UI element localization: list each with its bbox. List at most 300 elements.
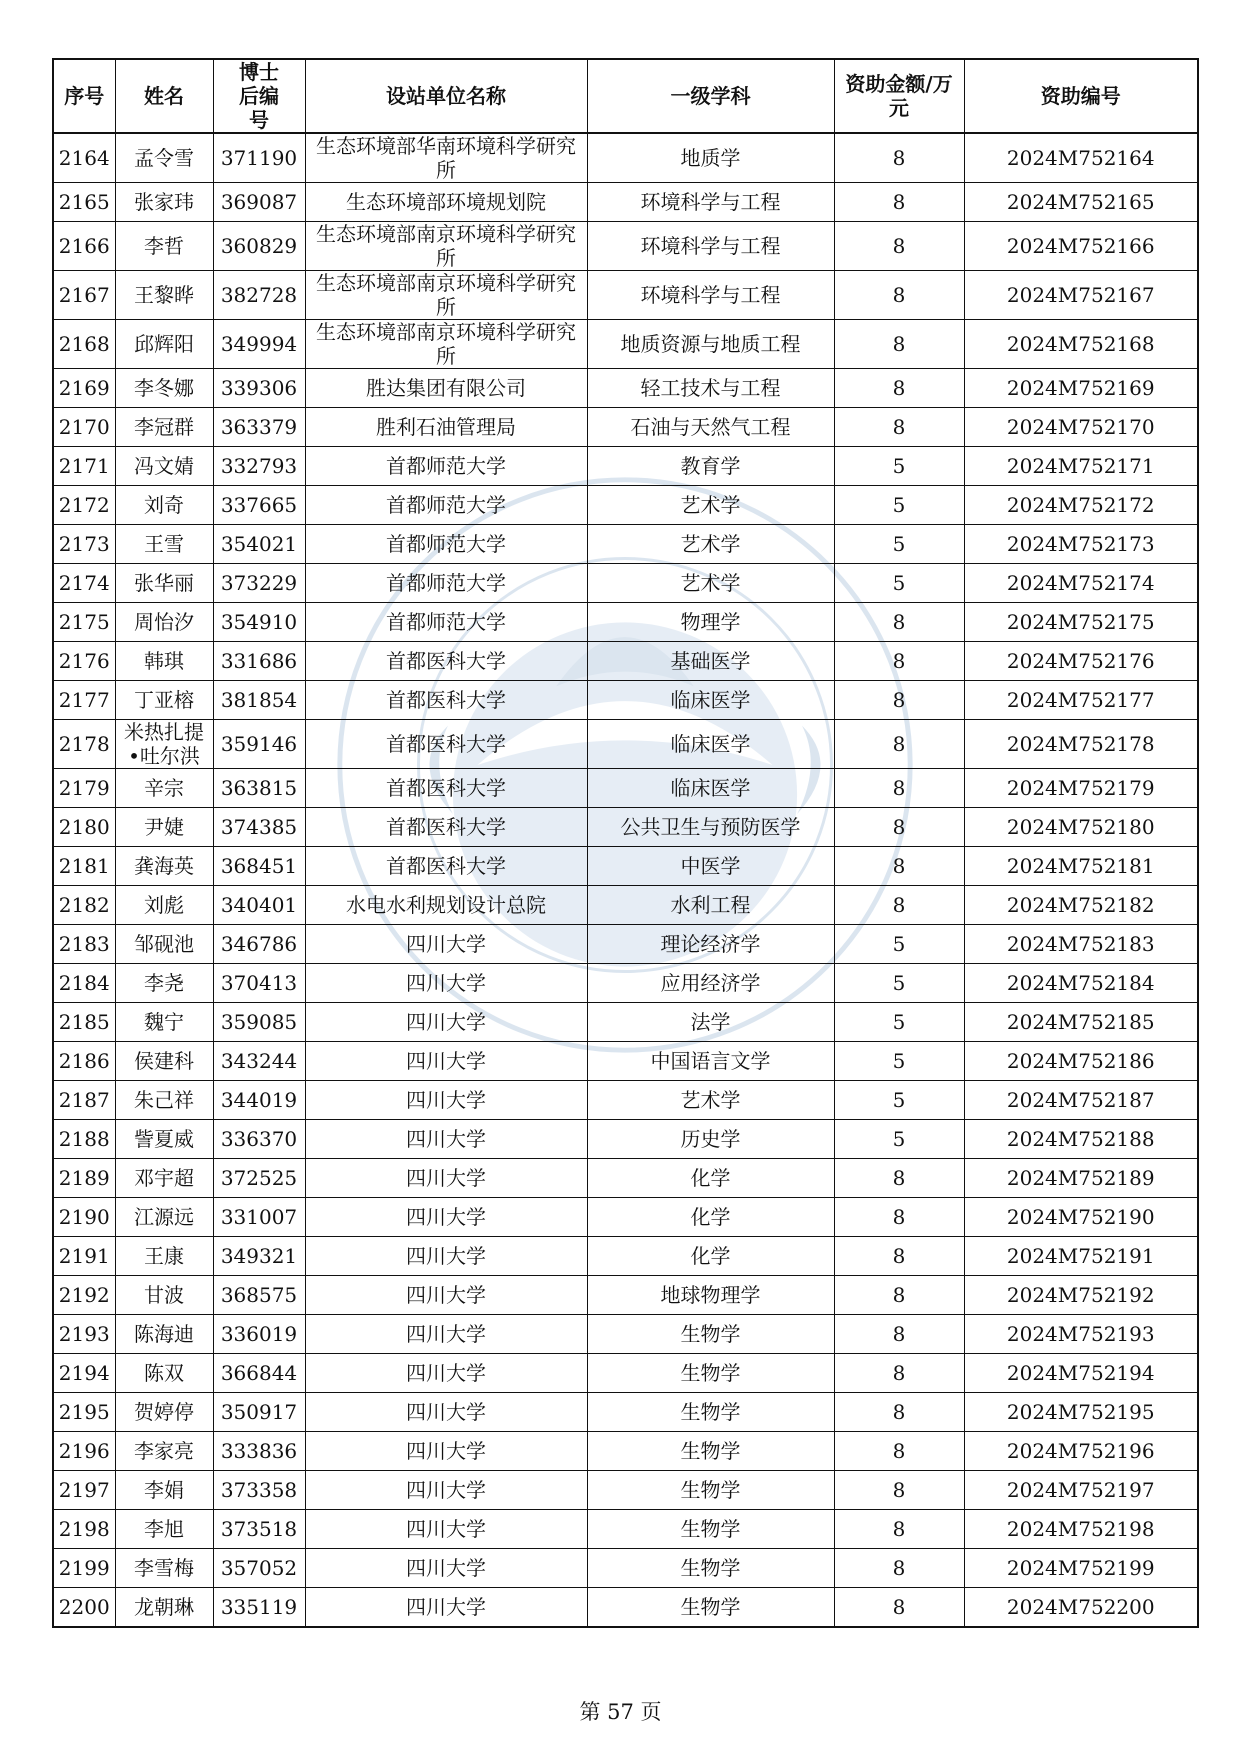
cell-discipline: 地球物理学 xyxy=(587,1276,834,1315)
header-institution: 设站单位名称 xyxy=(305,59,587,133)
cell-postdoc-id: 332793 xyxy=(213,447,305,486)
page-number: 第 57 页 xyxy=(579,1700,662,1724)
table-row xyxy=(53,681,1198,720)
funding-list-table xyxy=(52,58,1199,1628)
cell-discipline: 环境科学与工程 xyxy=(587,222,834,271)
cell-discipline: 理论经济学 xyxy=(587,925,834,964)
cell-name: 龚海英 xyxy=(115,847,213,886)
cell-name: 王雪 xyxy=(115,525,213,564)
table-row xyxy=(53,369,1198,408)
cell-discipline: 石油与天然气工程 xyxy=(587,408,834,447)
cell-serial: 2189 xyxy=(53,1159,115,1198)
cell-discipline: 教育学 xyxy=(587,447,834,486)
cell-discipline: 临床医学 xyxy=(587,681,834,720)
cell-postdoc-id: 359085 xyxy=(213,1003,305,1042)
cell-institution: 首都师范大学 xyxy=(305,603,587,642)
cell-institution: 四川大学 xyxy=(305,1198,587,1237)
cell-name: 王黎晔 xyxy=(115,271,213,320)
cell-postdoc-id: 370413 xyxy=(213,964,305,1003)
cell-amount: 8 xyxy=(834,1510,964,1549)
cell-postdoc-id: 359146 xyxy=(213,720,305,769)
cell-discipline: 应用经济学 xyxy=(587,964,834,1003)
table-row xyxy=(53,447,1198,486)
header-amount: 资助金额/万元 xyxy=(834,59,964,133)
cell-name: 李哲 xyxy=(115,222,213,271)
table-row xyxy=(53,769,1198,808)
cell-postdoc-id: 346786 xyxy=(213,925,305,964)
cell-serial: 2175 xyxy=(53,603,115,642)
cell-funding-id: 2024M752178 xyxy=(964,720,1198,769)
cell-name: 江源远 xyxy=(115,1198,213,1237)
cell-discipline: 艺术学 xyxy=(587,1081,834,1120)
cell-serial: 2169 xyxy=(53,369,115,408)
table-row xyxy=(53,1432,1198,1471)
cell-institution: 四川大学 xyxy=(305,1354,587,1393)
cell-amount: 8 xyxy=(834,886,964,925)
cell-postdoc-id: 344019 xyxy=(213,1081,305,1120)
cell-amount: 8 xyxy=(834,1198,964,1237)
cell-funding-id: 2024M752199 xyxy=(964,1549,1198,1588)
table-row xyxy=(53,720,1198,769)
cell-serial: 2188 xyxy=(53,1120,115,1159)
cell-amount: 8 xyxy=(834,603,964,642)
cell-funding-id: 2024M752173 xyxy=(964,525,1198,564)
cell-funding-id: 2024M752175 xyxy=(964,603,1198,642)
cell-funding-id: 2024M752168 xyxy=(964,320,1198,369)
cell-postdoc-id: 368575 xyxy=(213,1276,305,1315)
table-row xyxy=(53,1471,1198,1510)
cell-serial: 2177 xyxy=(53,681,115,720)
cell-funding-id: 2024M752198 xyxy=(964,1510,1198,1549)
cell-institution: 四川大学 xyxy=(305,1237,587,1276)
cell-funding-id: 2024M752179 xyxy=(964,769,1198,808)
cell-discipline: 轻工技术与工程 xyxy=(587,369,834,408)
cell-postdoc-id: 373358 xyxy=(213,1471,305,1510)
cell-amount: 5 xyxy=(834,1081,964,1120)
cell-postdoc-id: 349321 xyxy=(213,1237,305,1276)
cell-serial: 2178 xyxy=(53,720,115,769)
cell-name: 刘彪 xyxy=(115,886,213,925)
table-row xyxy=(53,808,1198,847)
cell-postdoc-id: 371190 xyxy=(213,133,305,183)
cell-serial: 2197 xyxy=(53,1471,115,1510)
cell-name: 刘奇 xyxy=(115,486,213,525)
cell-name: 王康 xyxy=(115,1237,213,1276)
table-row xyxy=(53,1588,1198,1628)
cell-discipline: 中国语言文学 xyxy=(587,1042,834,1081)
cell-institution: 首都医科大学 xyxy=(305,808,587,847)
table-row xyxy=(53,183,1198,222)
table-row xyxy=(53,408,1198,447)
cell-amount: 8 xyxy=(834,1315,964,1354)
cell-discipline: 化学 xyxy=(587,1198,834,1237)
table-row xyxy=(53,925,1198,964)
cell-serial: 2167 xyxy=(53,271,115,320)
cell-name: 李娟 xyxy=(115,1471,213,1510)
cell-funding-id: 2024M752195 xyxy=(964,1393,1198,1432)
cell-funding-id: 2024M752172 xyxy=(964,486,1198,525)
cell-institution: 首都医科大学 xyxy=(305,847,587,886)
cell-serial: 2171 xyxy=(53,447,115,486)
cell-serial: 2195 xyxy=(53,1393,115,1432)
cell-institution: 首都师范大学 xyxy=(305,525,587,564)
cell-discipline: 环境科学与工程 xyxy=(587,183,834,222)
cell-postdoc-id: 350917 xyxy=(213,1393,305,1432)
cell-amount: 5 xyxy=(834,525,964,564)
cell-discipline: 生物学 xyxy=(587,1549,834,1588)
table-row xyxy=(53,603,1198,642)
cell-institution: 四川大学 xyxy=(305,1510,587,1549)
cell-postdoc-id: 373229 xyxy=(213,564,305,603)
cell-serial: 2182 xyxy=(53,886,115,925)
cell-serial: 2183 xyxy=(53,925,115,964)
cell-postdoc-id: 363379 xyxy=(213,408,305,447)
cell-postdoc-id: 360829 xyxy=(213,222,305,271)
table-row xyxy=(53,1081,1198,1120)
cell-amount: 5 xyxy=(834,964,964,1003)
cell-amount: 5 xyxy=(834,925,964,964)
cell-postdoc-id: 337665 xyxy=(213,486,305,525)
cell-name: 朱己祥 xyxy=(115,1081,213,1120)
cell-serial: 2172 xyxy=(53,486,115,525)
cell-funding-id: 2024M752191 xyxy=(964,1237,1198,1276)
cell-institution: 首都医科大学 xyxy=(305,681,587,720)
cell-amount: 8 xyxy=(834,1432,964,1471)
table-row xyxy=(53,1354,1198,1393)
cell-discipline: 生物学 xyxy=(587,1471,834,1510)
cell-institution: 四川大学 xyxy=(305,1120,587,1159)
cell-serial: 2164 xyxy=(53,133,115,183)
cell-institution: 生态环境部环境规划院 xyxy=(305,183,587,222)
cell-amount: 5 xyxy=(834,447,964,486)
cell-postdoc-id: 336370 xyxy=(213,1120,305,1159)
table-header-row xyxy=(53,59,1198,133)
cell-postdoc-id: 354910 xyxy=(213,603,305,642)
cell-discipline: 化学 xyxy=(587,1237,834,1276)
cell-amount: 8 xyxy=(834,408,964,447)
cell-discipline: 临床医学 xyxy=(587,720,834,769)
cell-institution: 生态环境部南京环境科学研究所 xyxy=(305,271,587,320)
cell-funding-id: 2024M752174 xyxy=(964,564,1198,603)
table-row xyxy=(53,271,1198,320)
table-row xyxy=(53,1159,1198,1198)
cell-serial: 2192 xyxy=(53,1276,115,1315)
cell-funding-id: 2024M752184 xyxy=(964,964,1198,1003)
cell-discipline: 生物学 xyxy=(587,1510,834,1549)
table-row xyxy=(53,1315,1198,1354)
table-row xyxy=(53,222,1198,271)
cell-postdoc-id: 368451 xyxy=(213,847,305,886)
table-row xyxy=(53,525,1198,564)
cell-name: 贺婷停 xyxy=(115,1393,213,1432)
cell-discipline: 地质学 xyxy=(587,133,834,183)
cell-serial: 2168 xyxy=(53,320,115,369)
cell-institution: 四川大学 xyxy=(305,1549,587,1588)
table-row xyxy=(53,1120,1198,1159)
cell-amount: 8 xyxy=(834,1471,964,1510)
cell-name: 陈双 xyxy=(115,1354,213,1393)
cell-serial: 2190 xyxy=(53,1198,115,1237)
header-name: 姓名 xyxy=(115,59,213,133)
cell-amount: 8 xyxy=(834,133,964,183)
cell-amount: 8 xyxy=(834,769,964,808)
cell-serial: 2179 xyxy=(53,769,115,808)
table-row xyxy=(53,564,1198,603)
cell-serial: 2198 xyxy=(53,1510,115,1549)
cell-serial: 2191 xyxy=(53,1237,115,1276)
header-discipline: 一级学科 xyxy=(587,59,834,133)
cell-funding-id: 2024M752167 xyxy=(964,271,1198,320)
table-row xyxy=(53,847,1198,886)
cell-amount: 5 xyxy=(834,486,964,525)
table-row xyxy=(53,1042,1198,1081)
cell-serial: 2181 xyxy=(53,847,115,886)
cell-postdoc-id: 340401 xyxy=(213,886,305,925)
cell-serial: 2180 xyxy=(53,808,115,847)
table-row xyxy=(53,1393,1198,1432)
cell-serial: 2165 xyxy=(53,183,115,222)
cell-institution: 水电水利规划设计总院 xyxy=(305,886,587,925)
cell-name: 甘波 xyxy=(115,1276,213,1315)
cell-serial: 2186 xyxy=(53,1042,115,1081)
cell-funding-id: 2024M752164 xyxy=(964,133,1198,183)
cell-amount: 8 xyxy=(834,1354,964,1393)
cell-amount: 8 xyxy=(834,642,964,681)
cell-postdoc-id: 372525 xyxy=(213,1159,305,1198)
cell-name: 李雪梅 xyxy=(115,1549,213,1588)
cell-discipline: 艺术学 xyxy=(587,486,834,525)
cell-institution: 四川大学 xyxy=(305,1432,587,1471)
cell-discipline: 中医学 xyxy=(587,847,834,886)
cell-name: 辛宗 xyxy=(115,769,213,808)
cell-amount: 8 xyxy=(834,681,964,720)
cell-discipline: 艺术学 xyxy=(587,564,834,603)
cell-name: 丁亚榕 xyxy=(115,681,213,720)
cell-discipline: 生物学 xyxy=(587,1393,834,1432)
cell-name: 邓宇超 xyxy=(115,1159,213,1198)
cell-discipline: 公共卫生与预防医学 xyxy=(587,808,834,847)
cell-serial: 2200 xyxy=(53,1588,115,1628)
cell-postdoc-id: 336019 xyxy=(213,1315,305,1354)
cell-postdoc-id: 366844 xyxy=(213,1354,305,1393)
cell-funding-id: 2024M752177 xyxy=(964,681,1198,720)
cell-name: 邱辉阳 xyxy=(115,320,213,369)
table-row xyxy=(53,1198,1198,1237)
cell-postdoc-id: 357052 xyxy=(213,1549,305,1588)
cell-institution: 四川大学 xyxy=(305,1081,587,1120)
cell-postdoc-id: 331007 xyxy=(213,1198,305,1237)
cell-institution: 四川大学 xyxy=(305,1588,587,1628)
cell-amount: 8 xyxy=(834,271,964,320)
cell-funding-id: 2024M752197 xyxy=(964,1471,1198,1510)
cell-postdoc-id: 335119 xyxy=(213,1588,305,1628)
cell-amount: 8 xyxy=(834,183,964,222)
cell-amount: 5 xyxy=(834,1042,964,1081)
cell-postdoc-id: 333836 xyxy=(213,1432,305,1471)
cell-serial: 2173 xyxy=(53,525,115,564)
table-row xyxy=(53,320,1198,369)
cell-institution: 四川大学 xyxy=(305,1276,587,1315)
cell-funding-id: 2024M752176 xyxy=(964,642,1198,681)
cell-postdoc-id: 354021 xyxy=(213,525,305,564)
cell-name: 李尧 xyxy=(115,964,213,1003)
cell-amount: 8 xyxy=(834,369,964,408)
table-row xyxy=(53,486,1198,525)
cell-name: 李旭 xyxy=(115,1510,213,1549)
cell-institution: 四川大学 xyxy=(305,964,587,1003)
cell-institution: 首都师范大学 xyxy=(305,564,587,603)
cell-discipline: 水利工程 xyxy=(587,886,834,925)
cell-postdoc-id: 339306 xyxy=(213,369,305,408)
cell-amount: 8 xyxy=(834,222,964,271)
cell-funding-id: 2024M752183 xyxy=(964,925,1198,964)
cell-amount: 8 xyxy=(834,1588,964,1628)
cell-name: 张华丽 xyxy=(115,564,213,603)
cell-funding-id: 2024M752194 xyxy=(964,1354,1198,1393)
cell-amount: 8 xyxy=(834,1393,964,1432)
table-row xyxy=(53,1510,1198,1549)
cell-institution: 四川大学 xyxy=(305,925,587,964)
cell-discipline: 环境科学与工程 xyxy=(587,271,834,320)
cell-name: 米热扎提•吐尔洪 xyxy=(115,720,213,769)
cell-institution: 四川大学 xyxy=(305,1003,587,1042)
cell-funding-id: 2024M752169 xyxy=(964,369,1198,408)
cell-amount: 8 xyxy=(834,320,964,369)
cell-funding-id: 2024M752171 xyxy=(964,447,1198,486)
cell-funding-id: 2024M752166 xyxy=(964,222,1198,271)
cell-serial: 2196 xyxy=(53,1432,115,1471)
cell-funding-id: 2024M752196 xyxy=(964,1432,1198,1471)
cell-postdoc-id: 373518 xyxy=(213,1510,305,1549)
cell-institution: 胜达集团有限公司 xyxy=(305,369,587,408)
cell-institution: 首都师范大学 xyxy=(305,486,587,525)
cell-institution: 首都医科大学 xyxy=(305,642,587,681)
cell-funding-id: 2024M752187 xyxy=(964,1081,1198,1120)
cell-discipline: 历史学 xyxy=(587,1120,834,1159)
cell-funding-id: 2024M752186 xyxy=(964,1042,1198,1081)
cell-serial: 2184 xyxy=(53,964,115,1003)
cell-name: 尹婕 xyxy=(115,808,213,847)
cell-name: 孟令雪 xyxy=(115,133,213,183)
cell-name: 陈海迪 xyxy=(115,1315,213,1354)
cell-institution: 首都师范大学 xyxy=(305,447,587,486)
cell-institution: 首都医科大学 xyxy=(305,769,587,808)
cell-institution: 四川大学 xyxy=(305,1315,587,1354)
cell-name: 侯建科 xyxy=(115,1042,213,1081)
cell-discipline: 生物学 xyxy=(587,1432,834,1471)
cell-name: 邹砚池 xyxy=(115,925,213,964)
cell-institution: 生态环境部南京环境科学研究所 xyxy=(305,320,587,369)
cell-funding-id: 2024M752182 xyxy=(964,886,1198,925)
cell-funding-id: 2024M752193 xyxy=(964,1315,1198,1354)
cell-postdoc-id: 363815 xyxy=(213,769,305,808)
cell-institution: 首都医科大学 xyxy=(305,720,587,769)
cell-postdoc-id: 343244 xyxy=(213,1042,305,1081)
cell-serial: 2185 xyxy=(53,1003,115,1042)
table-row xyxy=(53,1276,1198,1315)
cell-amount: 8 xyxy=(834,808,964,847)
cell-discipline: 临床医学 xyxy=(587,769,834,808)
cell-serial: 2176 xyxy=(53,642,115,681)
table-row xyxy=(53,886,1198,925)
cell-serial: 2174 xyxy=(53,564,115,603)
cell-serial: 2199 xyxy=(53,1549,115,1588)
cell-name: 李冬娜 xyxy=(115,369,213,408)
cell-institution: 四川大学 xyxy=(305,1471,587,1510)
cell-name: 周怡汐 xyxy=(115,603,213,642)
cell-funding-id: 2024M752181 xyxy=(964,847,1198,886)
cell-discipline: 生物学 xyxy=(587,1354,834,1393)
cell-funding-id: 2024M752190 xyxy=(964,1198,1198,1237)
cell-serial: 2170 xyxy=(53,408,115,447)
table-row xyxy=(53,1003,1198,1042)
table-row xyxy=(53,1237,1198,1276)
cell-discipline: 物理学 xyxy=(587,603,834,642)
cell-serial: 2194 xyxy=(53,1354,115,1393)
table-row xyxy=(53,964,1198,1003)
cell-postdoc-id: 331686 xyxy=(213,642,305,681)
cell-name: 龙朝琳 xyxy=(115,1588,213,1628)
cell-amount: 5 xyxy=(834,1120,964,1159)
cell-postdoc-id: 381854 xyxy=(213,681,305,720)
cell-funding-id: 2024M752180 xyxy=(964,808,1198,847)
cell-name: 李冠群 xyxy=(115,408,213,447)
cell-discipline: 地质资源与地质工程 xyxy=(587,320,834,369)
cell-serial: 2187 xyxy=(53,1081,115,1120)
header-serial: 序号 xyxy=(53,59,115,133)
cell-institution: 四川大学 xyxy=(305,1393,587,1432)
cell-discipline: 生物学 xyxy=(587,1588,834,1628)
cell-name: 冯文婧 xyxy=(115,447,213,486)
cell-amount: 8 xyxy=(834,847,964,886)
cell-name: 张家玮 xyxy=(115,183,213,222)
cell-postdoc-id: 369087 xyxy=(213,183,305,222)
cell-discipline: 化学 xyxy=(587,1159,834,1198)
cell-institution: 生态环境部华南环境科学研究所 xyxy=(305,133,587,183)
cell-serial: 2193 xyxy=(53,1315,115,1354)
cell-funding-id: 2024M752189 xyxy=(964,1159,1198,1198)
cell-serial: 2166 xyxy=(53,222,115,271)
cell-name: 訾夏威 xyxy=(115,1120,213,1159)
cell-amount: 8 xyxy=(834,1276,964,1315)
cell-discipline: 艺术学 xyxy=(587,525,834,564)
cell-name: 李家亮 xyxy=(115,1432,213,1471)
table-body xyxy=(53,133,1198,1627)
table-row xyxy=(53,642,1198,681)
cell-institution: 四川大学 xyxy=(305,1042,587,1081)
cell-discipline: 生物学 xyxy=(587,1315,834,1354)
cell-funding-id: 2024M752170 xyxy=(964,408,1198,447)
cell-funding-id: 2024M752200 xyxy=(964,1588,1198,1628)
cell-name: 魏宁 xyxy=(115,1003,213,1042)
cell-funding-id: 2024M752192 xyxy=(964,1276,1198,1315)
cell-funding-id: 2024M752185 xyxy=(964,1003,1198,1042)
table-row xyxy=(53,133,1198,183)
cell-discipline: 法学 xyxy=(587,1003,834,1042)
cell-institution: 胜利石油管理局 xyxy=(305,408,587,447)
cell-funding-id: 2024M752165 xyxy=(964,183,1198,222)
cell-amount: 5 xyxy=(834,1003,964,1042)
cell-funding-id: 2024M752188 xyxy=(964,1120,1198,1159)
cell-amount: 8 xyxy=(834,1549,964,1588)
table-row xyxy=(53,1549,1198,1588)
cell-amount: 8 xyxy=(834,1159,964,1198)
cell-postdoc-id: 374385 xyxy=(213,808,305,847)
cell-postdoc-id: 349994 xyxy=(213,320,305,369)
header-funding-id: 资助编号 xyxy=(964,59,1198,133)
cell-amount: 8 xyxy=(834,720,964,769)
header-postdoc-id: 博士后编号 xyxy=(213,59,305,133)
